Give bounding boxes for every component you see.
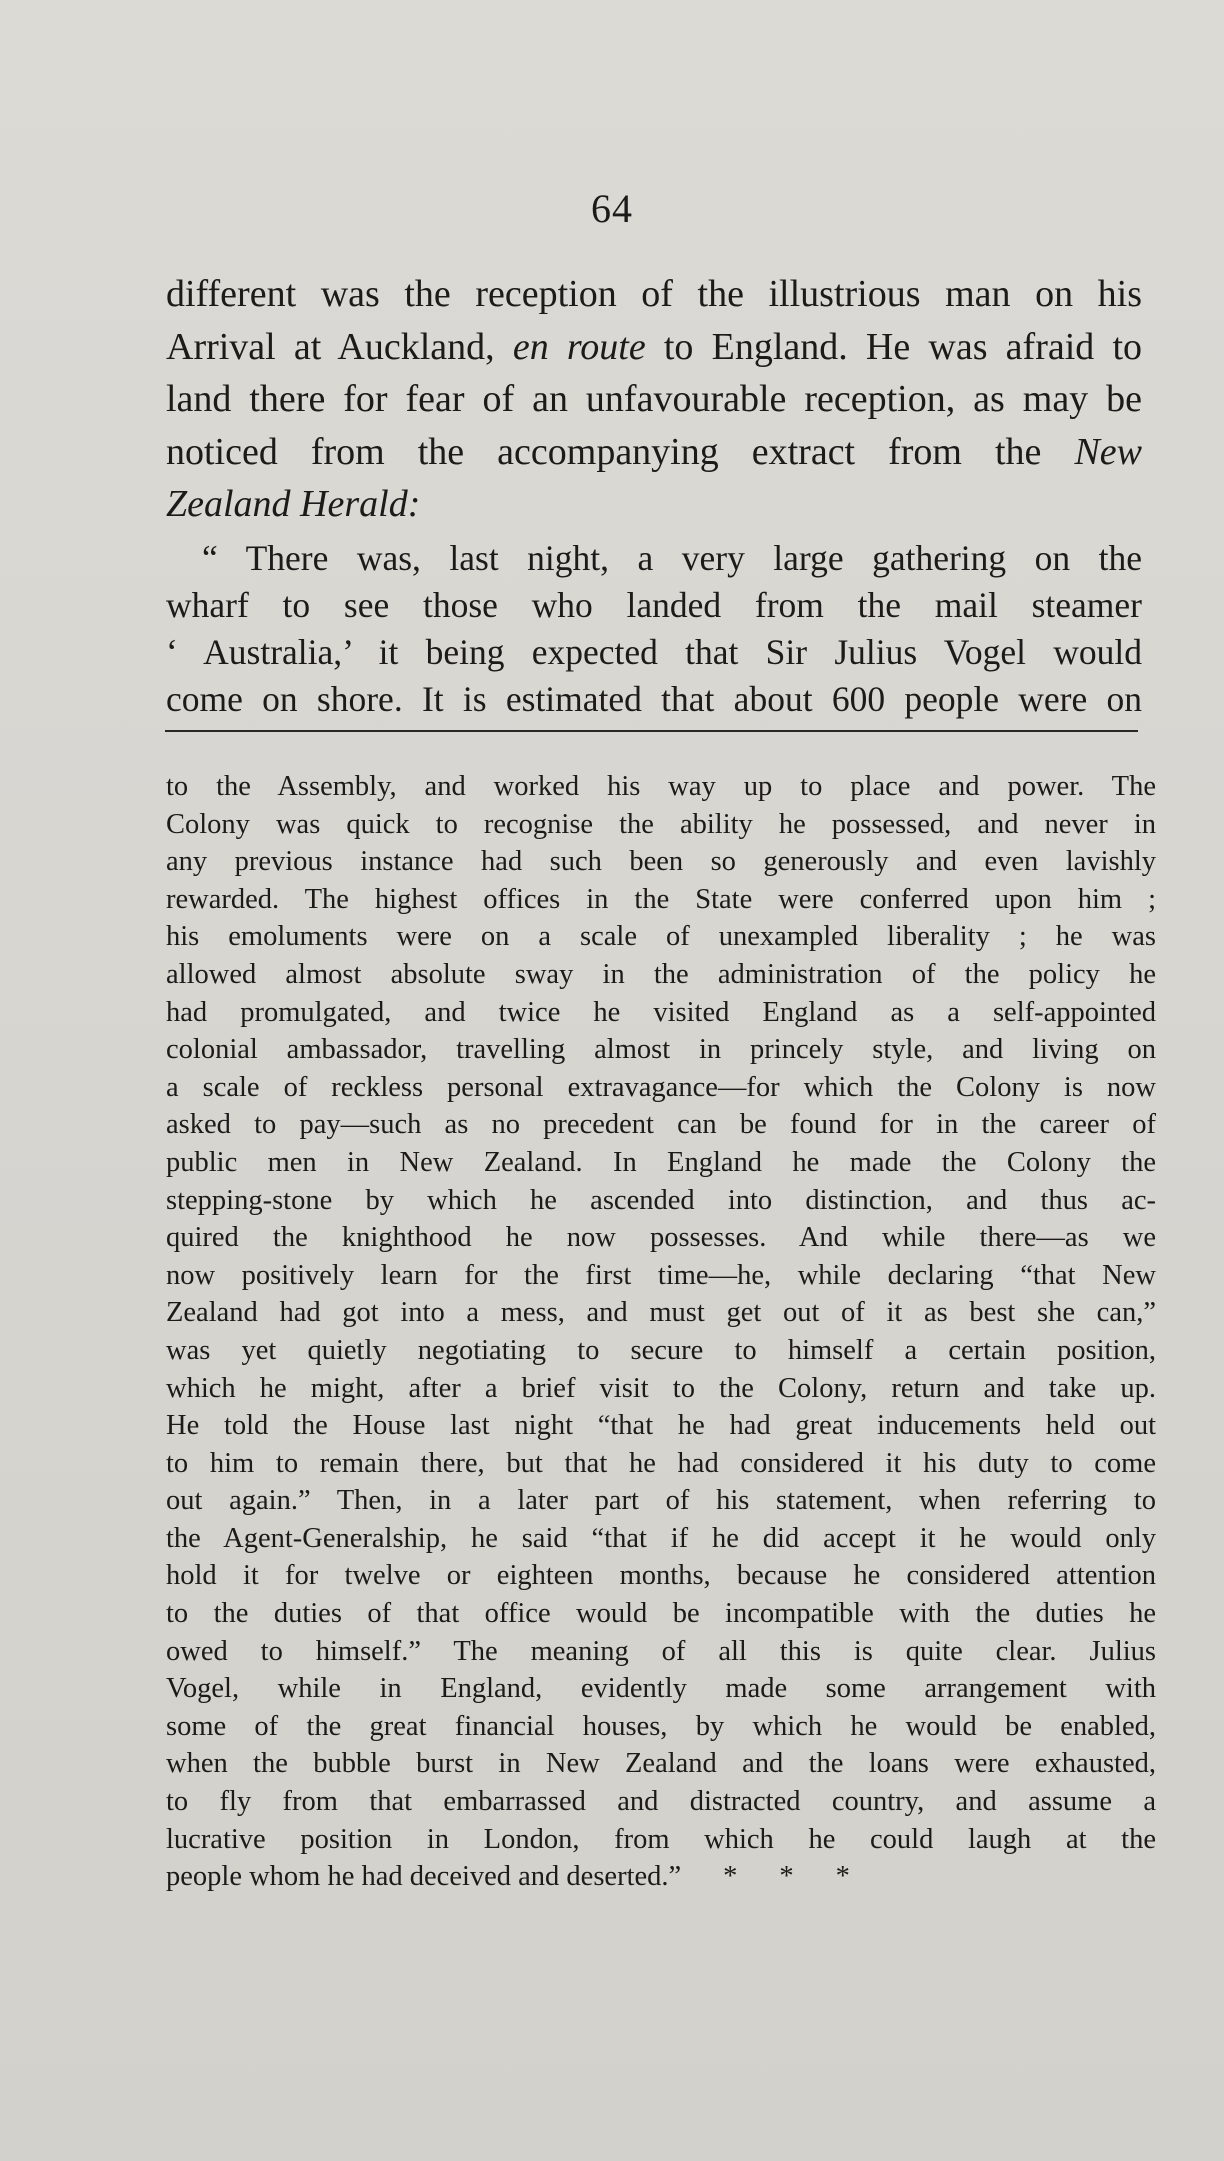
footnote-line: now positively learn for the first time—he, while declaring “that New [166,1259,1156,1291]
star: * [723,1861,738,1893]
footnote-line: rewarded. The highest offices in the State were conferred upon him ; [166,883,1156,915]
footnote-line: stepping-stone by which he ascended into distinction, and thus ac- [166,1184,1156,1216]
text-line: come on shore. It is estimated that about 600 people were on [166,678,1142,719]
footnote-line: public men in New Zealand. In England he made the Colony the [166,1146,1156,1178]
footnote-line: a scale of reckless personal extravagance—for which the Colony is now [166,1071,1156,1103]
text-line: noticed from the accompanying extract from the New [166,430,1142,473]
italic-phrase: Zealand Herald: [166,483,421,525]
footnote-line: to him to remain there, but that he had considered it his duty to come [166,1447,1156,1479]
footnote-line: his emoluments were on a scale of unexampled liberality ; he was [166,921,1156,953]
footnote [166,768,1156,1896]
footnote-line: lucrative position in London, from which he could laugh at the [166,1823,1156,1855]
footnote-line: quired the knighthood he now possesses. And while there—as we [166,1222,1156,1254]
text-line: different was the reception of the illustrious man on his [166,273,1142,315]
footnote-line: to the Assembly, and worked his way up to place and power. The [166,771,1156,802]
footnote-line: hold it for twelve or eighteen months, because he considered attention [166,1560,1156,1592]
ellipsis-stars [681,1861,850,1892]
text-line: land there for fear of an unfavourable reception, as may be [166,378,1142,420]
footnote-line: people whom he had deceived and deserted.” * * * [166,1858,1156,1896]
footnote-line: Vogel, while in England, evidently made some arrangement with [166,1673,1156,1705]
footnote-line: Zealand had got into a mess, and must get out of it as best she can,” [166,1297,1156,1329]
footnote-line: colonial ambassador, travelling almost in princely style, and living on [166,1034,1156,1066]
text-line: “ There was, last night, a very large gathering on the [202,537,1142,578]
text-line: Arrival at Auckland, en route to England. He was afraid to [166,325,1143,368]
footnote-line: was yet quietly negotiating to secure to himself a certain position, [166,1334,1156,1366]
footnote-line: owed to himself.” The meaning of all this is quite clear. Julius [166,1635,1156,1667]
star: * [779,1861,794,1893]
star: * [835,1861,850,1893]
italic-phrase: New [1074,430,1142,473]
footnote-text [166,768,1156,1896]
footnote-line: out again.” Then, in a later part of his statement, when referring to [166,1485,1156,1517]
footnote-line: allowed almost absolute sway in the administration of the policy he [166,958,1156,990]
footnote-line: any previous instance had such been so generously and even lavishly [166,846,1156,878]
text-line [166,478,1142,531]
footnote-line: He told the House last night “that he had great inducements held out [166,1410,1156,1442]
text-line: wharf to see those who landed from the mail steamer [166,584,1142,625]
footnote-line: Colony was quick to recognise the ability he possessed, and never in [166,808,1156,840]
quoted-passage [166,535,1142,723]
page-number: 64 [591,186,633,231]
italic-phrase: en route [512,325,646,368]
footnote-line: asked to pay—such as no precedent can be found for in the career of [166,1109,1156,1141]
footnote-line: which he might, after a brief visit to the Colony, return and take up. [166,1372,1156,1404]
footnote-divider [165,730,1138,732]
footnote-line: to fly from that embarrassed and distracted country, and assume a [166,1786,1156,1818]
footnote-line: to the duties of that office would be incompatible with the duties he [166,1598,1156,1630]
paragraph [166,268,1142,531]
main-text [166,268,1142,723]
footnote-line: the Agent-Generalship, he said “that if he did accept it he would only [166,1522,1156,1554]
footnote-line: when the bubble burst in New Zealand and the loans were exhausted, [166,1748,1156,1780]
footnote-line: had promulgated, and twice he visited England as a self-appointed [166,996,1156,1028]
footnote-line: some of the great financial houses, by which he would be enabled, [166,1710,1156,1742]
text-line: ‘ Australia,’ it being expected that Sir Julius Vogel would [166,631,1142,672]
